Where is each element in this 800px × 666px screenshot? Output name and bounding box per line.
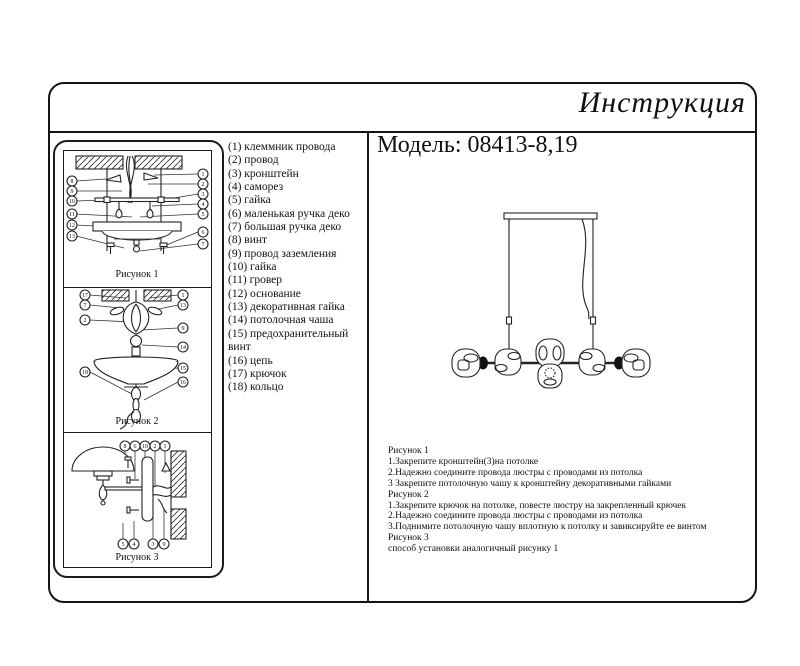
svg-text:1: 1 bbox=[201, 172, 205, 178]
svg-text:13: 13 bbox=[69, 234, 75, 240]
svg-text:5: 5 bbox=[121, 542, 125, 548]
figure-2-caption: Рисунок 2 bbox=[115, 416, 159, 427]
instruction-line: Рисунок 3 bbox=[388, 533, 429, 544]
figure-2-callouts-right bbox=[178, 290, 188, 387]
svg-text:5: 5 bbox=[201, 212, 205, 218]
part-item: (11) гровер bbox=[228, 274, 283, 287]
part-item: (17) крючок bbox=[228, 367, 287, 380]
model-label: Модель: 08413-8,19 bbox=[377, 132, 578, 158]
figures-panel bbox=[53, 140, 224, 578]
svg-text:7: 7 bbox=[201, 242, 205, 248]
figure-3-caption: Рисунок 3 bbox=[115, 552, 159, 563]
figure-3 bbox=[64, 432, 211, 567]
instruction-line: 3.Поднимите потолочную чашу вплотную к потолку и завиксируйте ее винтом bbox=[388, 522, 707, 533]
part-item: (13) декоративная гайка bbox=[228, 301, 345, 314]
instruction-line: 2.Надежно соедините провода люстры с проводами из потолка bbox=[388, 511, 643, 522]
column-divider bbox=[367, 131, 369, 601]
svg-text:7: 7 bbox=[83, 303, 87, 309]
instruction-line: Рисунок 1 bbox=[388, 446, 429, 456]
svg-text:2: 2 bbox=[83, 318, 87, 324]
svg-text:3: 3 bbox=[151, 542, 155, 548]
figures-frame bbox=[63, 150, 212, 568]
svg-text:16: 16 bbox=[180, 380, 186, 386]
chandelier-drawing bbox=[430, 200, 710, 405]
instruction-line: способ установки аналогичный рисунку 1 bbox=[388, 544, 559, 555]
page-title: Инструкция bbox=[578, 86, 746, 119]
svg-text:8: 8 bbox=[70, 179, 74, 185]
figure-3-drawing bbox=[64, 433, 210, 565]
part-item: (5) гайка bbox=[228, 194, 271, 207]
svg-text:8: 8 bbox=[123, 444, 127, 450]
figure-1-callouts-right bbox=[198, 169, 208, 249]
parts-list bbox=[228, 141, 367, 395]
svg-text:4: 4 bbox=[201, 202, 205, 208]
figure-1-callouts-left bbox=[67, 176, 77, 241]
instruction-line: 1.Закрепите крючок на потолке, повесте люстру на закрепленный крючек bbox=[388, 500, 687, 511]
figure-1 bbox=[64, 151, 211, 287]
svg-text:10: 10 bbox=[142, 444, 148, 450]
part-item: (2) провод bbox=[228, 154, 279, 167]
figure-2-callouts-left bbox=[80, 290, 90, 377]
svg-text:6: 6 bbox=[201, 230, 205, 236]
svg-text:2: 2 bbox=[153, 444, 157, 450]
part-item: (1) клеммник провода bbox=[228, 141, 336, 153]
svg-text:3: 3 bbox=[201, 192, 205, 198]
figure-2-drawing bbox=[64, 288, 210, 431]
svg-text:6: 6 bbox=[133, 444, 137, 450]
figure-2 bbox=[64, 287, 211, 432]
instruction-line: 2.Надежно соедините провода люстры с проводами из потолка bbox=[388, 467, 643, 478]
svg-text:1: 1 bbox=[163, 444, 167, 450]
svg-text:17: 17 bbox=[82, 293, 88, 299]
svg-text:18: 18 bbox=[82, 370, 88, 376]
svg-text:10: 10 bbox=[69, 199, 75, 205]
part-item: (14) потолочная чаша bbox=[228, 314, 334, 327]
part-item: (3) кронштейн bbox=[228, 167, 299, 180]
figure-3-callouts-top bbox=[120, 441, 170, 451]
part-item: (6) маленькая ручка деко bbox=[228, 207, 350, 220]
svg-text:1: 1 bbox=[181, 293, 185, 299]
svg-text:2: 2 bbox=[201, 182, 205, 188]
svg-text:15: 15 bbox=[180, 366, 186, 372]
part-item: (8) винт bbox=[228, 234, 268, 247]
assembly-instructions bbox=[388, 446, 738, 555]
svg-text:12: 12 bbox=[69, 223, 75, 229]
svg-text:4: 4 bbox=[132, 542, 136, 548]
part-item: (16) цепь bbox=[228, 354, 273, 367]
svg-text:14: 14 bbox=[180, 345, 186, 351]
sheet-border bbox=[48, 82, 757, 603]
svg-text:11: 11 bbox=[69, 212, 75, 218]
svg-text:9: 9 bbox=[70, 189, 74, 195]
part-item: (10) гайка bbox=[228, 261, 277, 274]
svg-text:9: 9 bbox=[181, 326, 185, 332]
part-item: (15) предохранительный винт bbox=[228, 327, 349, 354]
part-item: (7) большая ручка деко bbox=[228, 221, 342, 234]
instruction-line: 3 Закрепите потолочную чашу к кронштейну декоративными гайками bbox=[388, 478, 672, 489]
instruction-line: 1.Закрепите кронштейн(3)на потолке bbox=[388, 456, 539, 467]
instruction-line: Рисунок 2 bbox=[388, 489, 429, 500]
part-item: (12) основание bbox=[228, 287, 301, 300]
figure-1-caption: Рисунок 1 bbox=[115, 269, 159, 280]
part-item: (9) провод заземления bbox=[228, 247, 337, 260]
part-item: (18) кольцо bbox=[228, 381, 284, 394]
figure-1-drawing bbox=[64, 151, 210, 285]
svg-text:13: 13 bbox=[180, 303, 186, 309]
part-item: (4) саморез bbox=[228, 181, 284, 194]
svg-text:9: 9 bbox=[162, 542, 166, 548]
figure-3-callouts-bottom bbox=[118, 539, 169, 549]
